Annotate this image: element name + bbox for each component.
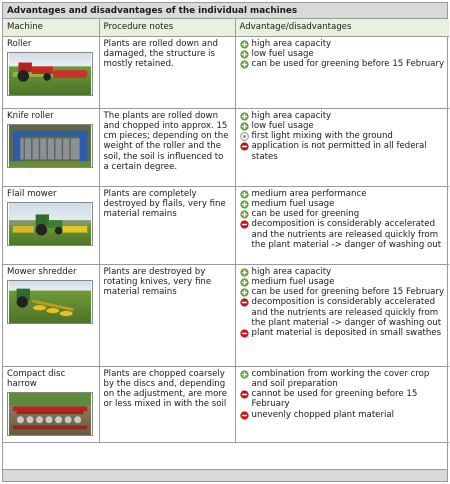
procedure-notes-text: Plants are chopped coarsely by the discs and, depending on the adjustment, are more or less mixed in with the soil <box>103 368 228 410</box>
machine-cell <box>3 108 99 186</box>
table-row <box>3 264 449 366</box>
machine-name: Flail mower <box>7 188 57 199</box>
machine-photo <box>7 52 95 96</box>
assessment-item <box>240 111 446 121</box>
machine-cell <box>3 366 99 442</box>
assessment-cell <box>235 186 449 264</box>
assessment-text: medium fuel usage <box>251 276 335 287</box>
assessment-text: combination from working the cover crop and soil preparation <box>251 368 430 389</box>
assessment-item <box>240 209 446 219</box>
assessment-text: first light mixing with the ground <box>251 131 393 142</box>
assessment-text: high area capacity <box>251 110 332 121</box>
plus-circle-icon <box>240 112 249 121</box>
plus-circle-icon <box>240 50 249 59</box>
assessment-text: can be used for greening before 15 February <box>251 59 445 70</box>
assessment-text: high area capacity <box>251 266 332 277</box>
machine-cell <box>3 186 99 264</box>
assessment-cell <box>235 108 449 186</box>
table-footer <box>3 469 447 481</box>
assessment-text: unevenly chopped plant material <box>251 409 395 420</box>
plus-circle-icon <box>240 278 249 287</box>
plus-circle-icon <box>240 210 249 219</box>
plus-circle-icon <box>240 122 249 131</box>
machine-photo <box>7 280 95 324</box>
machines-table-panel <box>2 2 448 482</box>
machine-name: Mower shredder <box>7 266 77 277</box>
assessment-item <box>240 297 446 328</box>
assessment-text: plant material is deposited in small swathes <box>251 328 442 339</box>
assessment-list <box>240 267 446 339</box>
procedure-notes-cell <box>99 36 235 108</box>
plus-circle-icon <box>240 40 249 49</box>
table-row <box>3 186 449 264</box>
minus-circle-icon <box>240 142 249 151</box>
assessment-item <box>240 39 446 49</box>
assessment-item <box>240 49 446 59</box>
assessment-item <box>240 410 446 420</box>
machine-name: Compact disc harrow <box>7 368 66 389</box>
assessment-text: decomposition is considerably accelerated and the nutrients are released quickly from the plant material -> danger of washing out <box>251 219 442 250</box>
assessment-text: can be used for greening <box>251 209 360 220</box>
assessment-item <box>240 328 446 338</box>
assessment-item <box>240 141 446 162</box>
minus-circle-icon <box>240 329 249 338</box>
procedure-notes-cell <box>99 108 235 186</box>
assessment-list <box>240 369 446 420</box>
assessment-item <box>240 189 446 199</box>
procedure-notes-text: Plants are destroyed by rotating knives, very fine material remains <box>103 266 212 298</box>
assessment-item <box>240 199 446 209</box>
table-row <box>3 366 449 442</box>
machine-photo <box>7 124 95 168</box>
dot-circle-icon <box>240 132 249 141</box>
assessment-cell <box>235 36 449 108</box>
assessment-text: low fuel usage <box>251 120 314 131</box>
plus-circle-icon <box>240 268 249 277</box>
assessment-text: low fuel usage <box>251 48 314 59</box>
machine-photo <box>7 392 95 436</box>
table-row <box>3 108 449 186</box>
assessment-text: medium area performance <box>251 188 367 199</box>
assessment-item <box>240 131 446 141</box>
assessment-item <box>240 267 446 277</box>
procedure-notes-text: The plants are rolled down and chopped into approx. 15 cm pieces; depending on the weight of the roller and the soil, the soil is influenced to a certain degree. <box>103 110 229 172</box>
assessment-text: high area capacity <box>251 38 332 49</box>
procedure-notes-cell <box>99 186 235 264</box>
assessment-list <box>240 189 446 251</box>
machine-name: Roller <box>7 38 32 49</box>
assessment-text: medium fuel usage <box>251 198 335 209</box>
table-title: Advantages and disadvantages of the individual machines <box>3 3 447 19</box>
header-advantages: Advantage/disadvantages <box>235 19 449 36</box>
plus-circle-icon <box>240 200 249 209</box>
machine-cell <box>3 264 99 366</box>
procedure-notes-cell <box>99 366 235 442</box>
assessment-item <box>240 219 446 250</box>
procedure-notes-text: Plants are completely destroyed by flails, very fine material remains <box>103 188 226 220</box>
minus-circle-icon <box>240 220 249 229</box>
header-machine: Machine <box>3 19 99 36</box>
assessment-text: application is not permitted in all federal states <box>251 141 427 162</box>
assessment-cell <box>235 264 449 366</box>
assessment-item <box>240 389 446 410</box>
machine-cell <box>3 36 99 108</box>
plus-circle-icon <box>240 288 249 297</box>
assessment-text: cannot be used for greening before 15 February <box>251 389 418 410</box>
procedure-notes-text: Plants are rolled down and damaged, the structure is mostly retained. <box>103 38 218 70</box>
machines-table <box>3 19 449 443</box>
assessment-item <box>240 59 446 69</box>
assessment-item <box>240 121 446 131</box>
procedure-notes-cell <box>99 264 235 366</box>
plus-circle-icon <box>240 370 249 379</box>
minus-circle-icon <box>240 411 249 420</box>
assessment-item <box>240 287 446 297</box>
plus-circle-icon <box>240 60 249 69</box>
assessment-list <box>240 111 446 162</box>
plus-circle-icon <box>240 190 249 199</box>
assessment-item <box>240 277 446 287</box>
assessment-text: decomposition is considerably accelerated and the nutrients are released quickly from the plant material -> danger of washing out <box>251 297 442 328</box>
machine-name: Knife roller <box>7 110 54 121</box>
table-row <box>3 36 449 108</box>
assessment-text: can be used for greening before 15 February <box>251 287 445 298</box>
machine-photo <box>7 202 95 246</box>
assessment-item <box>240 369 446 390</box>
assessment-list <box>240 39 446 70</box>
assessment-cell <box>235 366 449 442</box>
minus-circle-icon <box>240 298 249 307</box>
header-procedure-notes: Procedure notes <box>99 19 235 36</box>
header-row <box>3 19 449 36</box>
minus-circle-icon <box>240 390 249 399</box>
